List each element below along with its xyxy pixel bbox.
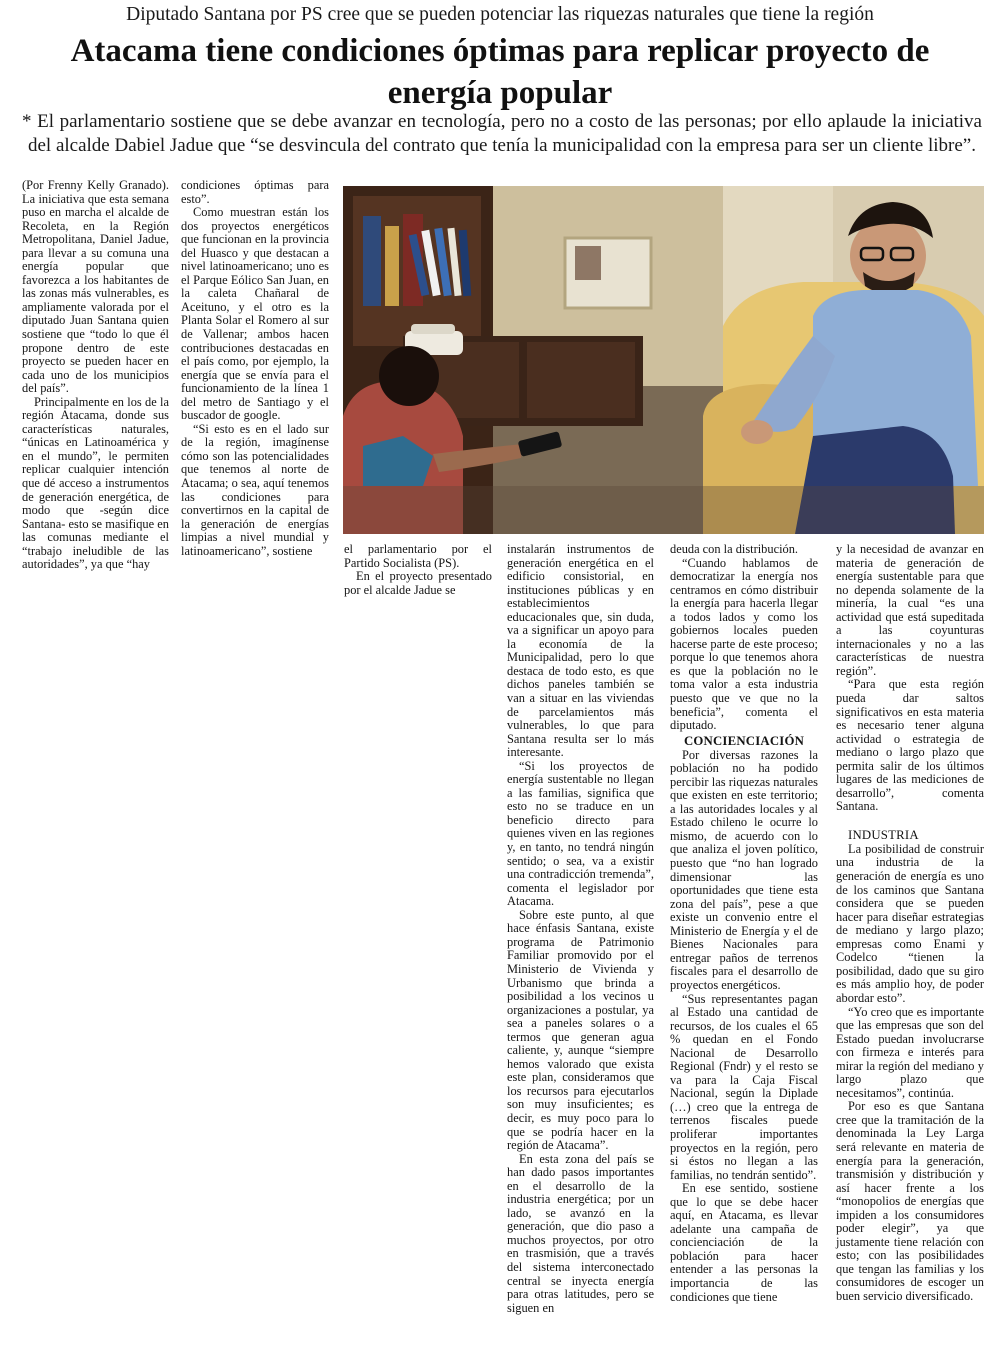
paragraph: Principalmente en los de la región Atacama, donde sus características naturales, “únicas en Latinoamérica y en el mundo”, le permiten replicar cualquier intención que dé acceso a instrumentos de generación energética, de modo que -según dice Santana- esto se masifique en las comunas mediante el “trabajo ineludible de las autoridades”, ya que “hay <box>22 394 169 572</box>
column-6 <box>836 543 984 1304</box>
paragraph: “Si los proyectos de energía sustentable no llegan a las familias, significa que esto no se traduce en un beneficio directo para quienes viven en las regiones y, en tanto, no tendrá ningún sentido; o sea, va a existir una contradicción tremenda”, comenta el legislador por Atacama. <box>507 758 654 909</box>
subhead-industria: INDUSTRIA <box>848 827 919 842</box>
paragraph: “Yo creo que es importante que las empresas que son del Estado puedan involucrarse con firmeza e interés para mirar la región del mediano y largo plazo que necesitamos”, continúa. <box>836 1004 984 1100</box>
paragraph: condiciones óptimas para esto”. <box>181 178 329 206</box>
paragraph: En ese sentido, sostiene que lo que se debe hacer aquí, en Atacama, es llevar adelante una campaña de concienciación de la población para hacer entender a las personas la importancia de las condiciones que tiene <box>670 1181 818 1304</box>
paragraph: Por eso es que Santana cree que la tramitación de la denominada la Ley Larga será relevante en materia de energía para la generación, transmisión y distribución y así hacer frente a los “monopolios de energías que impiden a los consumidores poder elegir”, ya que justamente tiene relación con esto; con las posibilidades que tengan las familias y los consumidores de escoger un buen servicio diversificado. <box>836 1099 984 1303</box>
paragraph: “Para que esta región pueda dar saltos significativos en esta materia es necesario tener alguna actividad o estrategia de mediano o largo plazo que permita salir de los últimos lugares de las mediciones de desarrollo”, comenta Santana. <box>836 677 984 814</box>
column-5 <box>670 543 818 1304</box>
paragraph: La posibilidad de construir una industria de la generación de energía es uno de los caminos que Santana considera que se pueden hacer para diseñar estrategias de mediano y largo plazo; empresas como Enami y Codelco “tienen la posibilidad, dado que su giro es más amplio hoy, de poder abordar esto”. <box>836 841 984 1005</box>
paragraph: “Si esto es en el lado sur de la región, imagínense cómo son las potencialidades que tenemos al norte de Atacama; o sea, aquí tenemos las condiciones para convertirnos en la capital de la generación de energías limpias a nivel mundial y latinoamericano”, sostiene <box>181 421 329 558</box>
paragraph: Por diversas razones la población no ha podido percibir las riquezas naturales que existen en este territorio; a las autoridades locales y al Estado chileno le ocurre lo mismo, de acuerdo con lo que analiza el joven político, puesto que “no han logrado dimensionar las oportunidades que tiene esta zona del país”, pese a que existe un convenio entre el Ministerio de Energía y el de Bienes Nacionales para entregar paños de terrenos fiscales para el desarrollo de proyectos energéticos. <box>670 747 818 992</box>
subhead-concienciacion: CONCIENCIACIÓN <box>683 733 805 748</box>
paragraph: (Por Frenny Kelly Granado). La iniciativa que esta semana puso en marcha el alcalde de Recoleta, en la Región Metropolitana, Daniel Jadue, para llevar a su comuna una energía popular que favorezca a los habitantes de las zonas más vulnerables, es ampliamente valorada por el diputado Juan Santana quien sostiene que “todo lo que él propone dentro de este proyecto se pueden hacer en cada uno de los municipios del país”. <box>22 178 169 396</box>
paragraph: Sobre este punto, al que hace énfasis Santana, existe programa de Patrimonio Familiar promovido por el Ministerio de Vivienda y Urbanismo que brinda a posibilidad a los vecinos u organizaciones a postular, ya sea a paneles solares o a termos que generan agua caliente, y, aunque “siempre hemos valorado que exista este plan, consideramos que los recursos para ejecutarlos son muy insuficientes; es decir, es muy poco para lo que se podría hacer en la región de Atacama”. <box>507 907 654 1153</box>
paragraph: Como muestran están los dos proyectos energéticos que funcionan en la provincia del Huasco y que destacan a nivel latinoamericano; uno es el Parque Eólico San Juan, en la caleta Chañaral de Aceituno, y el otro es la Planta Solar el Romero al sur de Vallenar; ambos hacen contribuciones destacadas en el país como, por ejemplo, la energía que se envía para el funcionamiento de la línea 1 del metro de Santiago y el buscador de google. <box>181 205 329 423</box>
column-3 <box>344 543 492 597</box>
paragraph: En el proyecto presentado por el alcalde Jadue se <box>344 569 492 597</box>
paragraph: y la necesidad de avanzar en materia de generación de energía sustentable para que no dependa solamente de la minería, la cual “es una actividad que está supeditada a las coyunturas internacionales y no a las características de nuestra región”. <box>836 542 984 678</box>
paragraph: el parlamentario por el Partido Socialista (PS). <box>344 542 492 570</box>
column-1 <box>22 179 169 572</box>
paragraph: “Cuando hablamos de democratizar la energía nos centramos en cómo distribuir la energía para hacerla llegar a todos lados y como los gobiernos locales pueden hacerse parte de este proceso; porque lo que tenemos ahora es que la población no le toma valor a esta industria puesto que ve que no la beneficia”, comenta el diputado. <box>670 555 818 733</box>
summary: * El parlamentario sostiene que se debe avanzar en tecnología, pero no a costo de las personas; por ello aplaude la iniciativa del alcalde Dabiel Jadue que “se desvincula del contrato que tenía la municipalidad con la empresa para ser un cliente libre”. <box>22 111 982 156</box>
headline: Atacama tiene condiciones óptimas para replicar proyecto de energía popular <box>70 33 930 111</box>
interview-photo <box>343 186 984 534</box>
column-4 <box>507 543 654 1315</box>
paragraph: deuda con la distribución. <box>670 542 799 556</box>
paragraph: En esta zona del país se han dado pasos importantes en el desarrollo de la industria energética; por un lado, se avanzó en la generación, que dio paso a muchos proyectos, por otro en trasmisión, que a través del sistema interconectado central se inyecta energía para otras latitudes, pero se siguen en <box>507 1151 654 1315</box>
kicker: Diputado Santana por PS cree que se pueden potenciar las riquezas naturales que tiene la región <box>126 4 874 25</box>
paragraph: “Sus representantes pagan al Estado una cantidad de recursos, de los cuales el 65 % quedan en el Fondo Nacional de Desarrollo Regional (Fndr) y el resto se va para la Caja Fiscal Nacional, según la Diplade (…) creo que la entrega de terrenos fiscales puede proliferar importantes proyectos en la región, pero si éstos no llegan a las familias, no tendrán sentido”. <box>670 991 818 1182</box>
paragraph: instalarán instrumentos de generación energética en el edificio consistorial, en instituciones públicas y en establecimientos educacionales que, sin duda, va a significar un apoyo para la economía de la Municipalidad, pero lo que destaca de todo esto, es que dichos paneles también se van a situar en las viviendas de parcelamientos más vulnerables, lo que para Santana resulta ser lo más interesante. <box>507 542 654 760</box>
column-2 <box>181 179 329 558</box>
